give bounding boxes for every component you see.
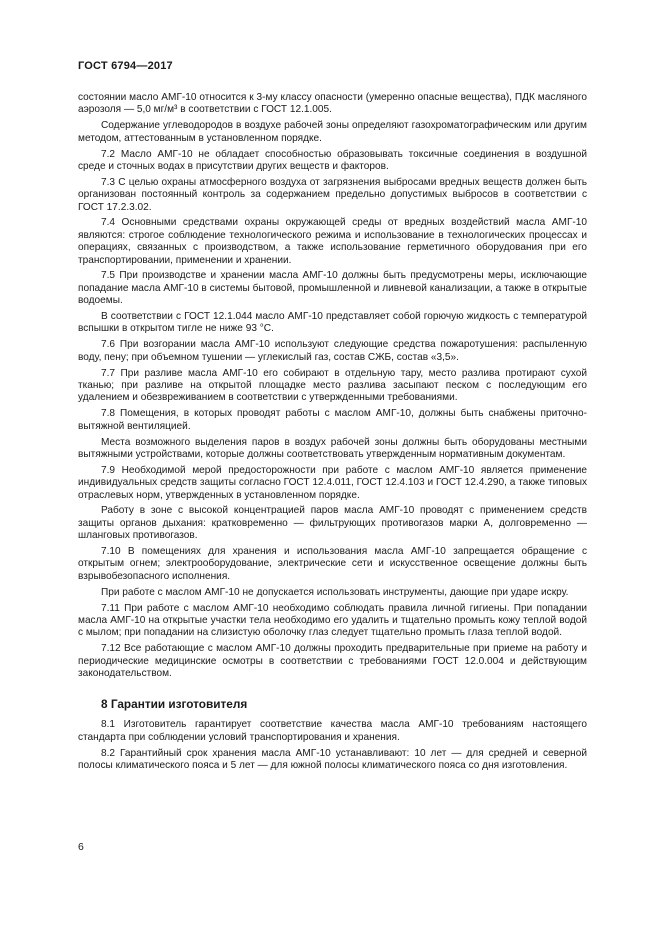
paragraph-7-4: 7.4 Основными средствами охраны окружающей среды от вредных воздействий масла АМГ-10 являются: строгое соблюдение технологического режима и использование в технологических процессах и операциях, связанных с производством, а также использование герметичного оборудования при его транспортировании, применении и хранении. xyxy=(78,217,587,266)
paragraph: При работе с маслом АМГ-10 не допускается использовать инструменты, дающие при ударе искру. xyxy=(101,586,569,598)
paragraph-7-8: 7.8 Помещения, в которых проводят работы с маслом АМГ-10, должны быть снабжены приточно-вытяжной вентиляцией. xyxy=(78,408,587,432)
paragraph-7-12: 7.12 Все работающие с маслом АМГ-10 должны проходить предварительные при приеме на работу и периодические медицинские осмотры в соответствии с требованиями ГОСТ 12.0.004 и действующим законодательством. xyxy=(78,643,587,679)
paragraph-7-2: 7.2 Масло АМГ-10 не обладает способностью образовывать токсичные соединения в воздушной среде и сточных водах в присутствии других веществ и факторов. xyxy=(78,148,587,172)
paragraph-7-3: 7.3 С целью охраны атмосферного воздуха от загрязнения выбросами вредных веществ должен быть организован постоянный контроль за содержанием предельно допустимых выбросов в соответствии с ГОСТ 17.2.3.02. xyxy=(78,176,587,213)
paragraph-7-10: 7.10 В помещениях для хранения и использования масла АМГ-10 запрещается обращение с открытым огнем; электрооборудование, электрические сети и искусственное освещение должны быть взрывобезопасного исполнения. xyxy=(78,546,587,582)
paragraph-7-6: 7.6 При возгорании масла АМГ-10 используют следующие средства пожаротушения: распыленную воду, пену; при объемном тушении — углекислый газ, состав СЖБ, состав «3,5». xyxy=(78,339,587,363)
paragraph: Содержание углеводородов в воздухе рабочей зоны определяют газохроматографическим или другим методом, аттестованным в установленном порядке. xyxy=(78,120,587,144)
paragraph-8-1: 8.1 Изготовитель гарантирует соответствие качества масла АМГ-10 требованиям настоящего стандарта при соблюдении условий транспортирования и хранения. xyxy=(78,719,587,743)
paragraph: состоянии масло АМГ-10 относится к 3-му классу опасности (умеренно опасные вещества), ПДК масляного аэрозоля — 5,0 мг/м³ в соответствии с ГОСТ 12.1.005. xyxy=(78,92,587,116)
page-number: 6 xyxy=(78,841,84,853)
paragraph-7-9: 7.9 Необходимой мерой предосторожности при работе с маслом АМГ-10 является применение индивидуальных средств защиты согласно ГОСТ 12.4.011, ГОСТ 12.4.103 и ГОСТ 12.4.290, а также типовых отраслевых норм, утвержденных в установленном порядке. xyxy=(78,464,587,501)
paragraph: Места возможного выделения паров в воздух рабочей зоны должны быть оборудованы местными вытяжными устройствами, которые должны соответствовать утвержденным нормативным документам. xyxy=(78,436,587,460)
paragraph-7-5: 7.5 При производстве и хранении масла АМГ-10 должны быть предусмотрены меры, исключающие попадание масла АМГ-10 в системы бытовой, промышленной и ливневой канализации, а также в открытые водоемы. xyxy=(78,270,587,307)
paragraph-8-2: 8.2 Гарантийный срок хранения масла АМГ-10 устанавливают: 10 лет — для средней и северной полосы климатического пояса и 5 лет — для южной полосы климатического пояса со дня изготовления. xyxy=(78,747,587,771)
paragraph: Работу в зоне с высокой концентрацией паров масла АМГ-10 проводят с применением средств защиты органов дыхания: кратковременно — фильтрующих противогазов марки А, долговременно — шланговых противогазов. xyxy=(78,505,587,542)
paragraph: В соответствии с ГОСТ 12.1.044 масло АМГ-10 представляет собой горючую жидкость с температурой вспышки в открытом тигле не ниже 93 °С. xyxy=(78,311,587,335)
document-header: ГОСТ 6794—2017 xyxy=(78,60,173,72)
paragraph-7-11: 7.11 При работе с маслом АМГ-10 необходимо соблюдать правила личной гигиены. При попадании масла АМГ-10 на открытые участки тела необходимо его удалить и тщательно промыть кожу теплой водой с мылом; при попадании на слизистую оболочку глаз следует тщательно промыть глаза теплой водой. xyxy=(78,602,587,639)
section-8-heading: 8 Гарантии изготовителя xyxy=(101,697,248,712)
document-body xyxy=(78,92,587,776)
paragraph-7-7: 7.7 При разливе масла АМГ-10 его собирают в отдельную тару, место разлива протирают сухой тканью; при разливе на открытой площадке место разлива засыпают песком с последующим его удалением и обезвреживанием в соответствии с утвержденными требованиями. xyxy=(78,367,587,404)
